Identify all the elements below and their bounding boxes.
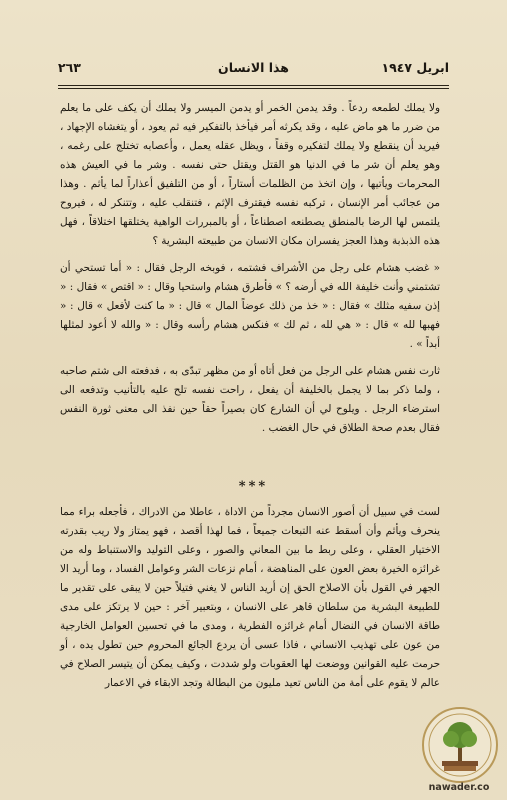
header-rule-thin [58,88,449,89]
section-separator: *** [238,479,269,494]
paragraph-1: ولا يملك لطمعه ردعاً . وقد يدمن الخمر أو يدمن الميسر ولا يملك أن يكف على ما يعلم من ضرر ما هو ماض عليه ، وقد يكرثه أمر فيأخذ بالتفكير فيه ثم يعود ، أو يتغشاه الإجهاد ، فيريد أن ينقطع ولا يملك لتفكيره وقفاً ، ويظل عقله يعمل ، وأعصابه تختلج على رغمه ، وهو يعلم أن شر ما في الدنيا هو القتل ويقتل حتى نفسه . وشر ما في العيش هذه المحرمات ويأتيها ، وإن اتخذ من الظلمات أستاراً ، أو من التلفيق أعذاراً لما يأثم . وهذا من عجائب أمر الإنسان ، تركبه نفسه فيقترف الإثم ، فتنقلب عليه ، وتتنكر له ، فيروح يلتمس لها الرضا بالمنطق يصطنعه اصطناعاً ، أو بالمبررات الواهية يختلقها اختلاقاً ، فهل هذه الذبذبة وهذا العجز يفسران مكان الانسان من طبيعته البشرية ؟ [60,102,440,247]
text-block-bottom [60,503,440,693]
text-block-top [60,99,440,438]
page-number: ٢٦٣ [58,60,81,75]
running-header [58,58,449,80]
paragraph-3: ثارت نفس هشام على الرجل من فعل أتاه أو من مظهر تبدّى به ، فدفعته الى شتم صاحبه ، ولما ذكر بما لا يجمل بالخليفة أن يفعل ، راحت نفسه تلح عليه بالتأنيب وتدفعه الى استرضاء الرجل . ويلوح لي أن الشارع كان بصيراً حقاً حين نفذ الى معنى ثورة النفس فقال بعدم صحة الطلاق في حال الغضب . [60,365,440,434]
paragraph-4: لست في سبيل أن أصور الانسان مجرداً من الاداة ، عاطلا من الادراك ، فأجعله براء مما ينحرف ويأثم وأن أسقط عنه التبعات جميعاً ، فما لهذا أقصد ، فهو يمتاز ولا ريب بقدرته الاختيار العقلي ، وعلى ربط ما بين المعاني والصور ، وعلى التوليد والاستنباط وله من غرائزه الخيرة بعض العون على المناهضة ، أمام نزعات الشر وعوامل الفساد ، وما أريد الا الجهر في القول بأن الاصلاح الحق إن أريد الناس لا يغني فتيلاً حين لا يبقى على تقدير ما للطبيعة البشرية من سلطان قاهر على الانسان ، وبتعبير آخر : حين لا يرتكز على مدى طاقة الانسان في النضال أمام غرائزه الفطرية ، ومدى ما في تحسين العوامل الخارجية من عون على تهذيب الانساني ، فاذا عسى أن يردع الجائع المحروم حين تطول يده ، أو حرمت عليه القوانين ووضعت لها العقوبات ولو شددت ، وكيف يمكن أن يتيسر الصلاح في عالم لا يقوم على أمة من الناس تعيد مليون من البطالة وتجد الابقاء في الاعمار [60,506,440,689]
header-date: ابريل ١٩٤٧ [381,60,449,75]
header-rule [58,85,449,86]
paragraph-2: « غضب هشام على رجل من الأشراف فشتمه ، فوبخه الرجل فقال : « أما تستحي أن تشتمني وأنت خليفة الله في أرضه ؟ » فأطرق هشام واستحيا وقال : « اقتص » فقال : « إذن سفيه مثلك » فقال : « خذ من ذلك عوضاً المال » قال : « ما كنت لأفعل » قال : « فهبها لله » قال : « هي لله ، ثم لك » فنكس هشام رأسه وقال : « والله لا أعود لمثلها أبداً » . [60,262,440,350]
watermark-site-text: nawader.co [428,782,490,793]
header-title: هذا الانسان [218,60,289,75]
publisher-logo-stamp [420,705,500,785]
